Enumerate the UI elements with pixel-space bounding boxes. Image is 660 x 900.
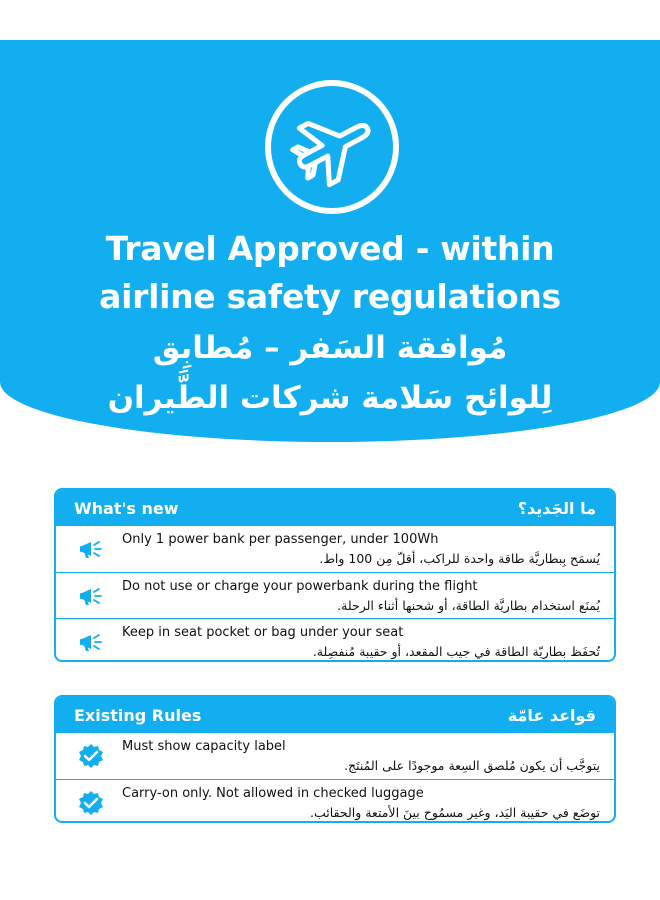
airplane-icon xyxy=(265,80,399,214)
rule-text-en: Carry-on only. Not allowed in checked luggage xyxy=(122,786,424,801)
rule-text-en: Keep in seat pocket or bag under your seat xyxy=(122,625,404,640)
megaphone-icon xyxy=(78,536,104,562)
list-item xyxy=(56,618,614,662)
rule-text-ar: يُمنَع استخدام بطاريَّة الطاقة، أو شحنها أثناء الرحلة. xyxy=(337,598,600,613)
title-line-2: airline safety regulations xyxy=(99,277,561,316)
page-title xyxy=(0,225,660,321)
rule-text-en: Only 1 power bank per passenger, under 100Wh xyxy=(122,532,439,547)
existing-rules-heading: Existing Rules xyxy=(74,705,202,725)
list-item xyxy=(56,733,614,779)
megaphone-icon xyxy=(78,629,104,655)
list-item xyxy=(56,779,614,823)
whats-new-heading: What's new xyxy=(74,498,179,518)
list-item xyxy=(56,572,614,618)
rule-text-en: Must show capacity label xyxy=(122,739,286,754)
list-item xyxy=(56,526,614,572)
rule-text-ar: توضَع في حقيبة اليَد، وغير مسمُوح بينَ الأمتعة والحقائب. xyxy=(310,805,600,820)
existing-rules-panel xyxy=(54,695,616,823)
rule-text-ar: يُسمَح بِبطاريَّة طاقة واحدة للراكب، أقلّ مِن 100 واط. xyxy=(319,551,600,566)
whats-new-heading-arabic: ما الجَديد؟ xyxy=(517,498,596,518)
title-ar-line-1: مُوافقة السَفر – مُطابِق xyxy=(152,330,508,366)
check-badge-icon xyxy=(78,743,104,769)
existing-rules-heading-arabic: قواعد عامّة xyxy=(507,705,596,725)
title-line-1: Travel Approved - within xyxy=(105,229,555,268)
title-ar-line-2: لِلوائح سَلامة شركات الطَّيران xyxy=(107,380,553,416)
megaphone-icon xyxy=(78,583,104,609)
page-title-arabic xyxy=(0,323,660,423)
rule-text-ar: تُحفَظ بطاريّة الطاقة في جيب المقعد، أو حقيبة مُنفصِلة. xyxy=(312,644,600,659)
existing-rules-header xyxy=(56,697,614,733)
check-badge-icon xyxy=(78,790,104,816)
whats-new-header xyxy=(56,490,614,526)
rule-text-ar: يتوجَّب أن يكون مُلصق السِعة موجودًا على المُنتَج. xyxy=(344,758,600,773)
rule-text-en: Do not use or charge your powerbank during the flight xyxy=(122,579,478,594)
top-margin xyxy=(0,0,660,40)
whats-new-panel xyxy=(54,488,616,662)
